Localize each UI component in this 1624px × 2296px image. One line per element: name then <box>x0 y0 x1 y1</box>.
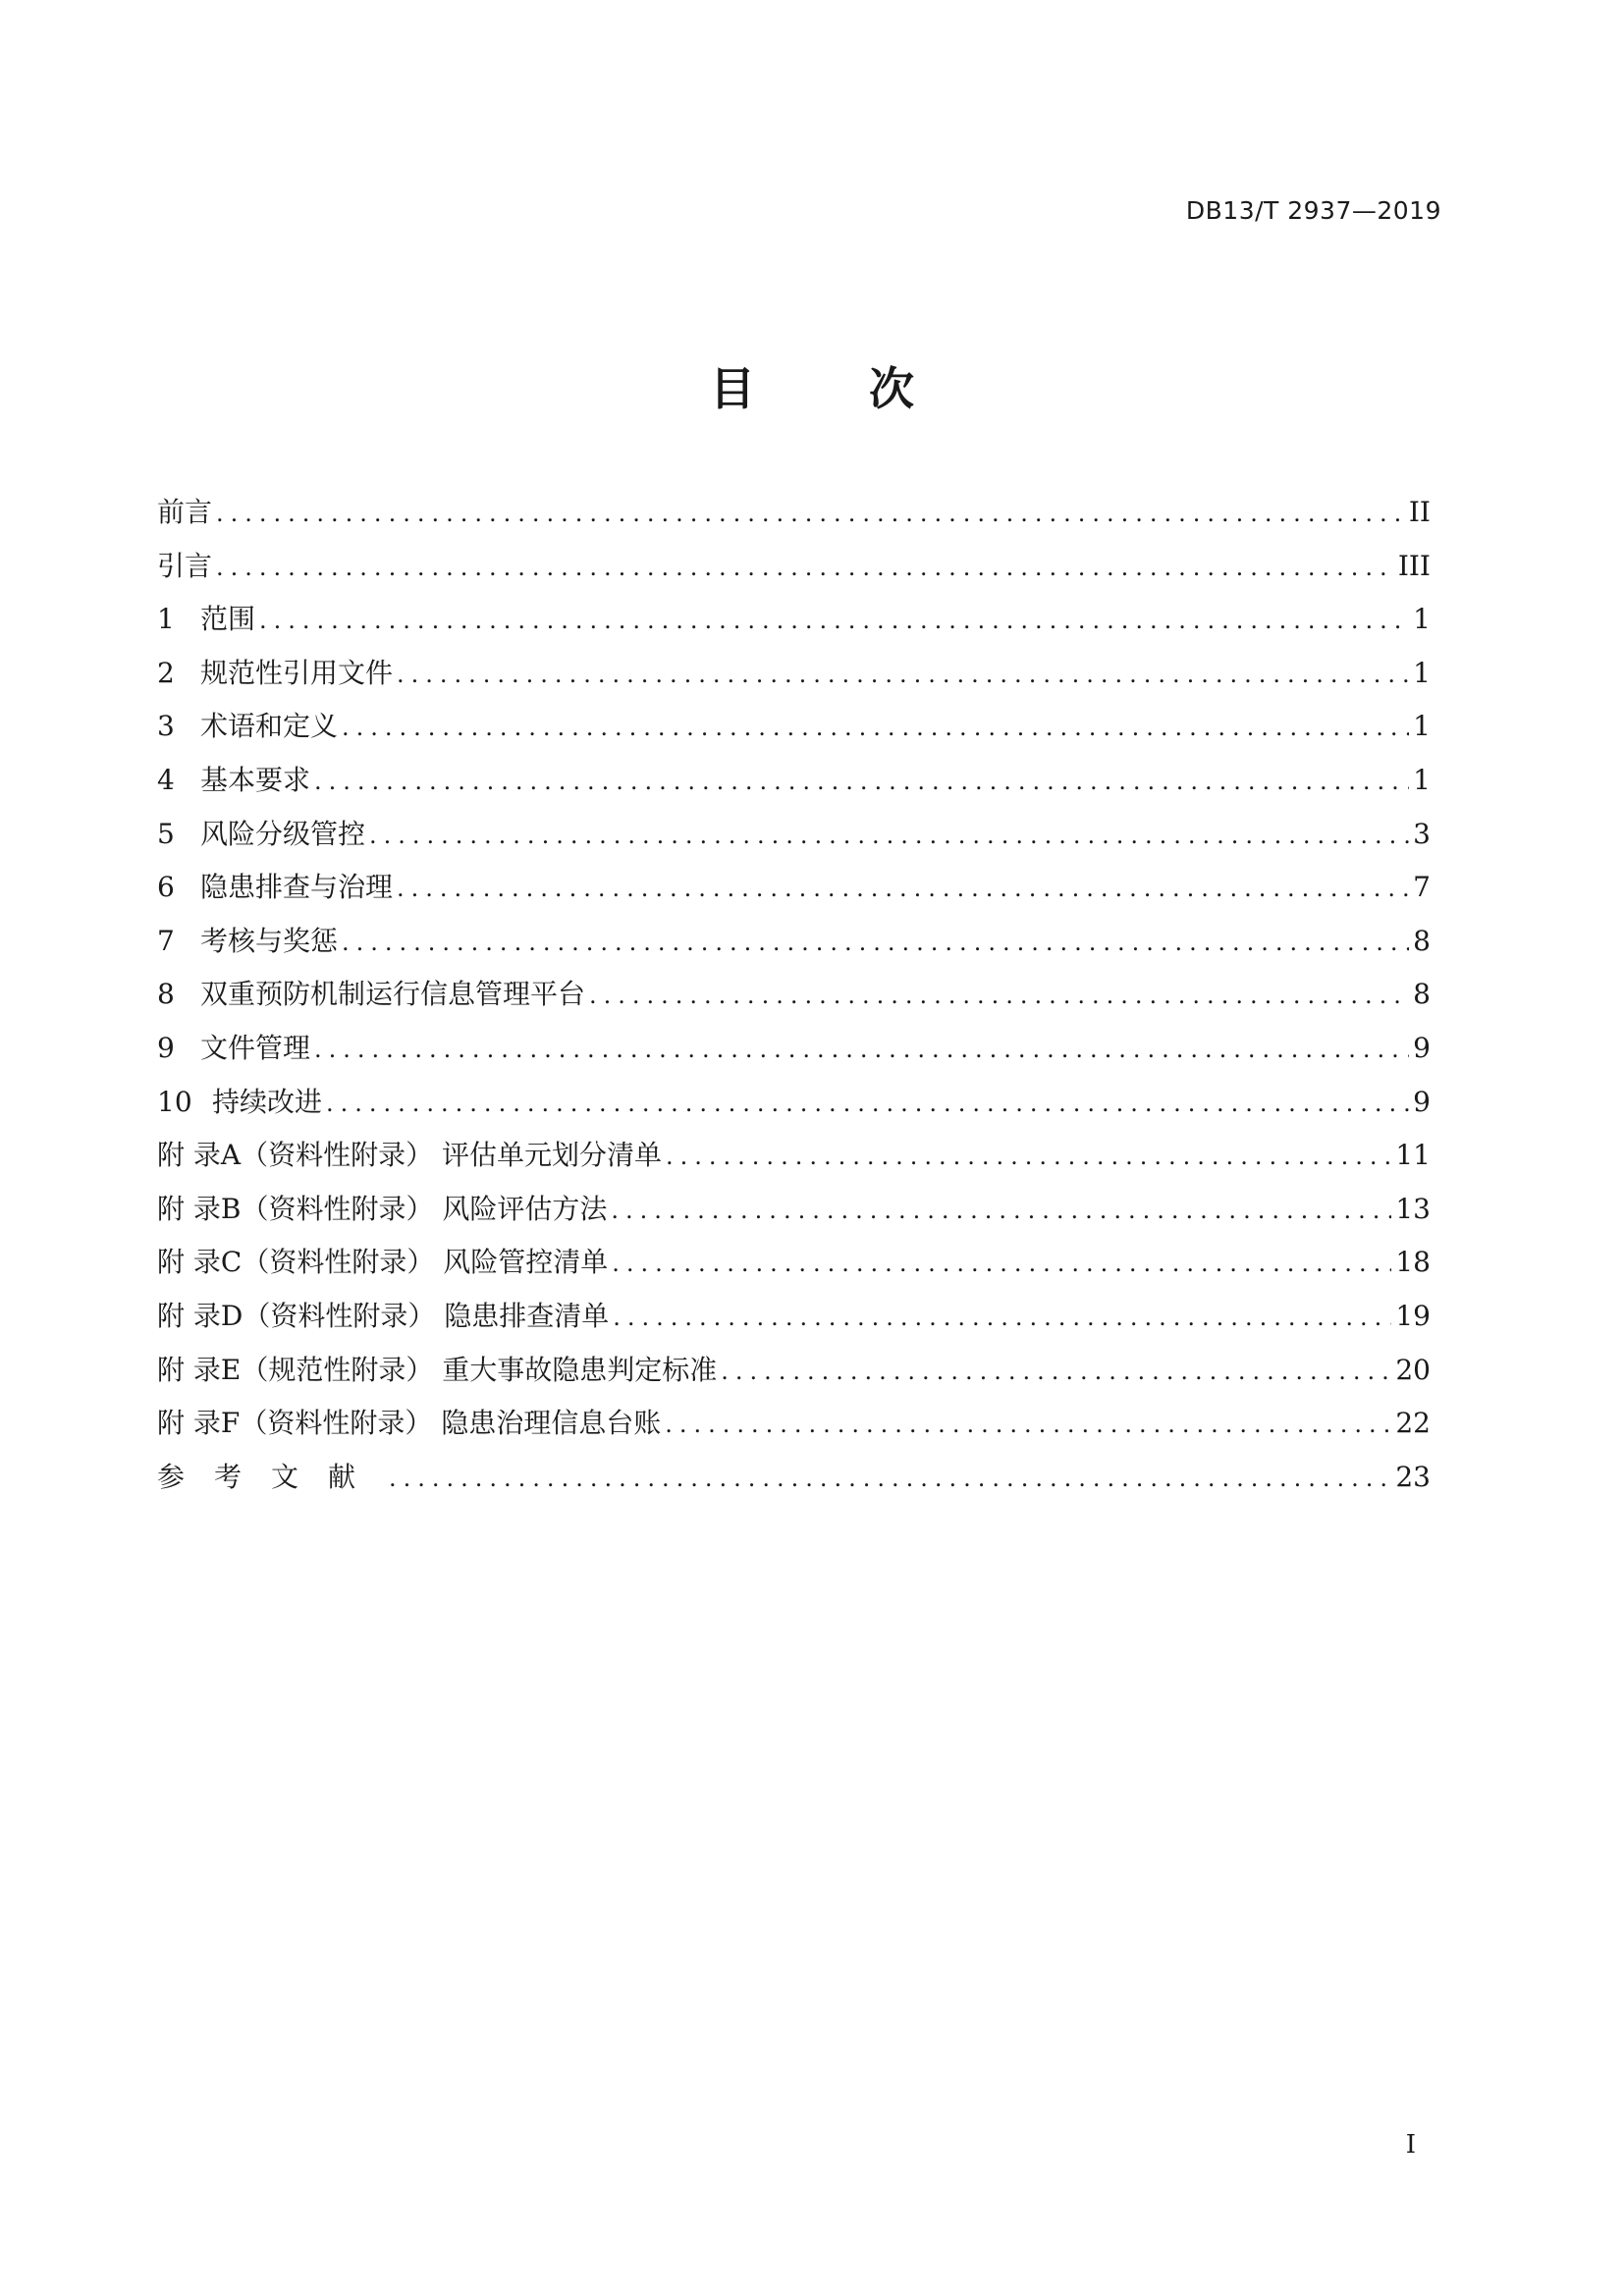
toc-entry-page: 11 <box>1395 1139 1431 1172</box>
toc-dot-leader <box>389 1452 1391 1506</box>
toc-dot-leader <box>326 1077 1409 1131</box>
toc-entry[interactable] <box>157 1183 1431 1237</box>
toc-entry[interactable] <box>157 808 1431 862</box>
toc-entry-label: 附 录F（资料性附录） 隐患治理信息台账 <box>157 1407 662 1440</box>
toc-entry[interactable] <box>157 486 1431 540</box>
toc-entry-label: 术语和定义 <box>200 710 339 743</box>
toc-entry-label: 附 录C（资料性附录） 风险管控清单 <box>157 1246 609 1279</box>
toc-entry[interactable] <box>157 754 1431 808</box>
toc-entry-page: 1 <box>1413 763 1431 796</box>
table-of-contents <box>157 486 1431 1504</box>
toc-entry-number: 7 <box>157 924 175 957</box>
toc-dot-leader <box>589 969 1409 1023</box>
toc-entry-number: 8 <box>157 978 175 1011</box>
toc-dot-leader <box>216 541 1394 595</box>
toc-entry[interactable] <box>157 1236 1431 1290</box>
toc-entry-number: 9 <box>157 1031 175 1064</box>
toc-entry-page: 9 <box>1413 1031 1431 1064</box>
toc-entry-label: 附 录D（资料性附录） 隐患排查清单 <box>157 1299 610 1332</box>
toc-entry-number: 6 <box>157 871 175 904</box>
toc-entry[interactable] <box>157 915 1431 969</box>
toc-entry-page: 8 <box>1413 924 1431 957</box>
toc-entry[interactable] <box>157 1022 1431 1076</box>
toc-dot-leader <box>613 1291 1391 1345</box>
toc-entry-page: 18 <box>1395 1246 1431 1279</box>
toc-entry-label: 参考文献 <box>157 1460 386 1493</box>
toc-entry-number: 4 <box>157 763 175 796</box>
toc-entry-label: 附 录A（资料性附录） 评估单元划分清单 <box>157 1139 663 1172</box>
toc-dot-leader <box>342 701 1409 755</box>
toc-entry-page: II <box>1408 496 1431 528</box>
toc-entry-label: 隐患排查与治理 <box>200 871 394 904</box>
toc-entry[interactable] <box>157 1129 1431 1183</box>
document-code: DB13/T 2937—2019 <box>1185 196 1441 225</box>
toc-entry-page: 1 <box>1413 656 1431 689</box>
toc-entry[interactable] <box>157 593 1431 647</box>
toc-dot-leader <box>397 862 1409 916</box>
toc-entry-label: 范围 <box>200 603 256 636</box>
toc-entry[interactable] <box>157 968 1431 1022</box>
toc-dot-leader <box>314 1023 1409 1077</box>
toc-dot-leader <box>342 916 1409 970</box>
toc-entry[interactable] <box>157 540 1431 594</box>
toc-dot-leader <box>216 487 1405 541</box>
toc-entry-page: 22 <box>1395 1407 1431 1440</box>
toc-dot-leader <box>314 755 1409 809</box>
toc-entry-label: 附 录E（规范性附录） 重大事故隐患判定标准 <box>157 1353 718 1386</box>
toc-entry-label: 双重预防机制运行信息管理平台 <box>200 978 586 1011</box>
toc-entry-page: 13 <box>1395 1192 1431 1225</box>
toc-entry[interactable] <box>157 1076 1431 1130</box>
toc-dot-leader <box>259 594 1409 648</box>
toc-entry-page: 3 <box>1413 817 1431 850</box>
toc-entry-page: 7 <box>1413 871 1431 904</box>
page-title: 目 次 <box>709 362 963 415</box>
toc-dot-leader <box>721 1345 1391 1399</box>
toc-entry[interactable] <box>157 861 1431 915</box>
toc-entry[interactable] <box>157 1290 1431 1344</box>
page-number: I <box>1405 2130 1416 2160</box>
toc-entry-label: 文件管理 <box>200 1031 311 1064</box>
toc-entry-page: 23 <box>1395 1460 1431 1493</box>
toc-entry[interactable] <box>157 1344 1431 1398</box>
toc-entry-label: 考核与奖惩 <box>200 924 339 957</box>
toc-entry[interactable] <box>157 700 1431 754</box>
toc-entry-number: 5 <box>157 817 175 850</box>
toc-entry[interactable] <box>157 647 1431 701</box>
toc-dot-leader <box>665 1398 1391 1452</box>
toc-entry-label: 引言 <box>157 549 213 582</box>
toc-entry-number: 2 <box>157 656 175 689</box>
toc-entry-page: 1 <box>1413 603 1431 636</box>
toc-entry-number: 10 <box>157 1085 192 1118</box>
toc-entry-label: 规范性引用文件 <box>200 656 394 689</box>
toc-entry-page: 1 <box>1413 710 1431 743</box>
toc-dot-leader <box>666 1130 1391 1184</box>
toc-entry[interactable] <box>157 1451 1431 1505</box>
toc-entry-label: 风险分级管控 <box>200 817 366 850</box>
toc-entry-page: 20 <box>1395 1353 1431 1386</box>
toc-entry[interactable] <box>157 1397 1431 1451</box>
toc-entry-number: 3 <box>157 710 175 743</box>
toc-entry-label: 持续改进 <box>212 1085 323 1118</box>
toc-dot-leader <box>611 1184 1391 1238</box>
toc-entry-page: III <box>1397 549 1431 582</box>
toc-dot-leader <box>369 809 1409 863</box>
toc-dot-leader <box>612 1237 1391 1291</box>
toc-entry-label: 基本要求 <box>200 763 311 796</box>
toc-entry-page: 19 <box>1395 1299 1431 1332</box>
toc-entry-page: 9 <box>1413 1085 1431 1118</box>
toc-entry-label: 前言 <box>157 496 213 528</box>
toc-dot-leader <box>397 648 1409 702</box>
toc-entry-label: 附 录B（资料性附录） 风险评估方法 <box>157 1192 608 1225</box>
toc-entry-number: 1 <box>157 603 175 636</box>
toc-entry-page: 8 <box>1413 978 1431 1011</box>
